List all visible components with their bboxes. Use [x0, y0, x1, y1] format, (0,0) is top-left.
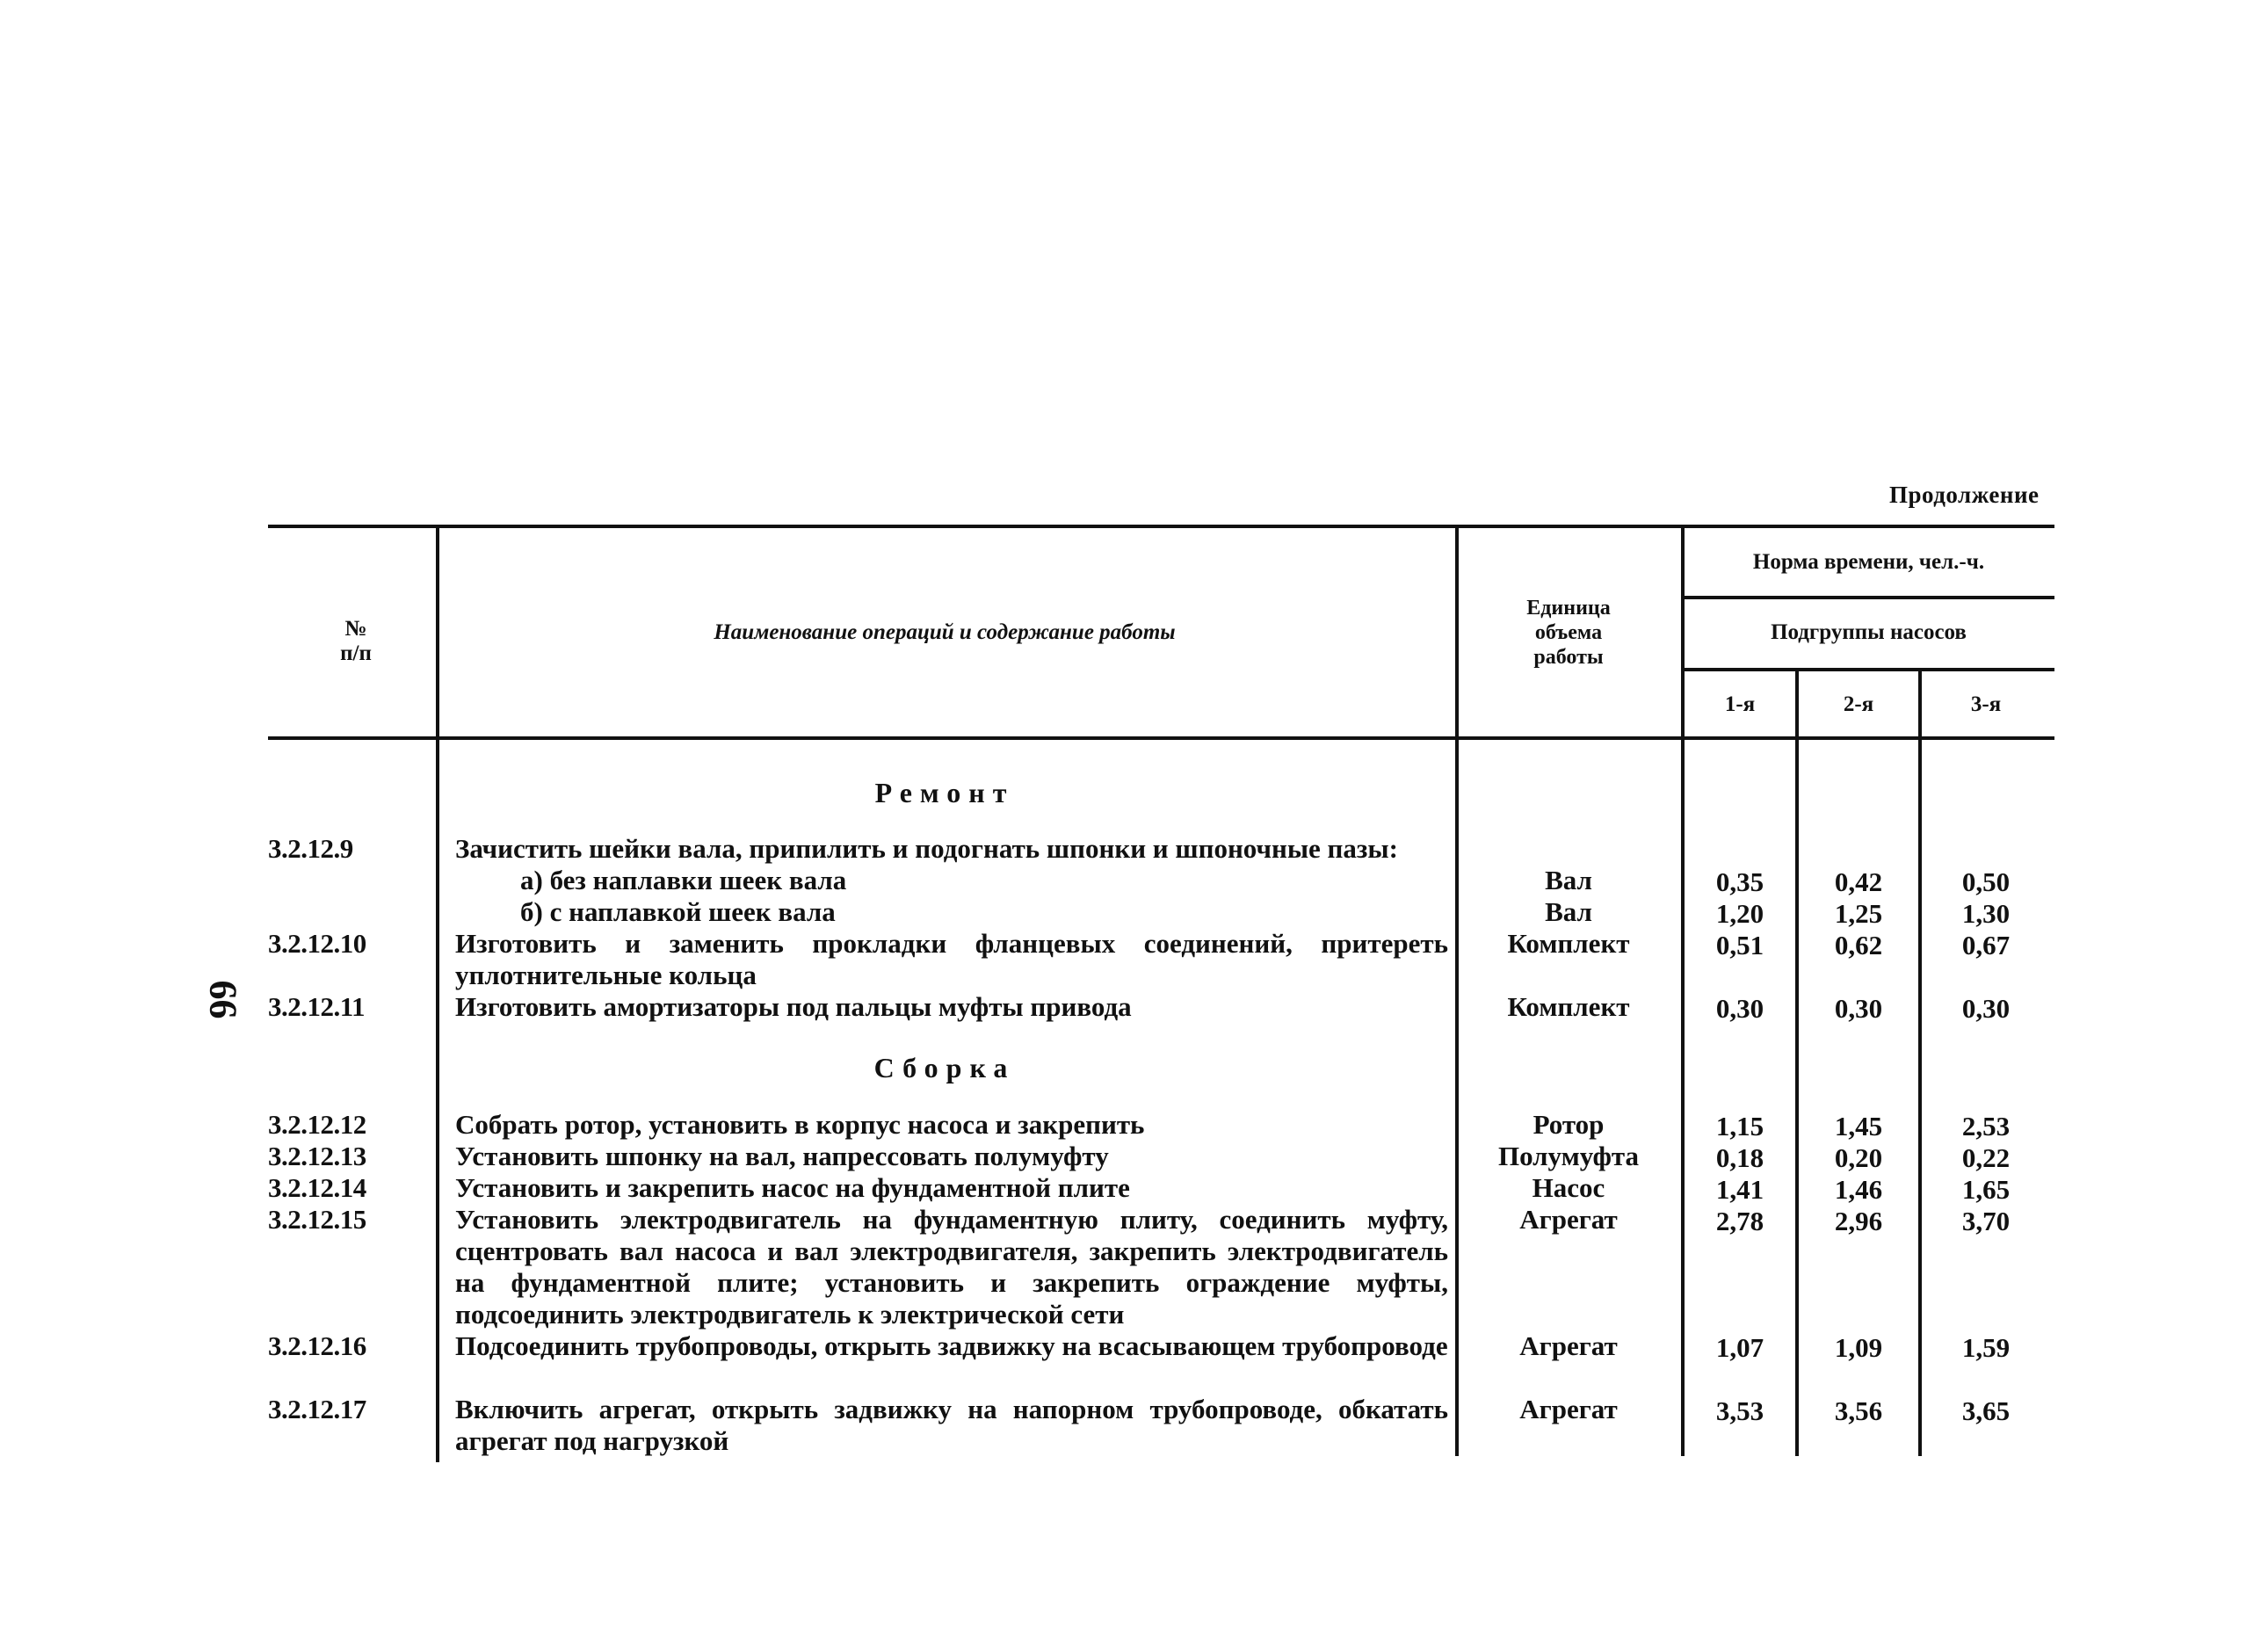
row-description: Установить электродвигатель на фундаментную плиту, соединить муфту, сцентровать вал насоса и вал электродвигателя, закрепить электродвигатель на фундаментной плите; установить и закрепить ограждение муфты, подсоединить электродвигатель к электрической сети — [455, 1204, 1448, 1330]
row-value-g1: 1,20 — [1715, 898, 1764, 929]
row-value-g3: 1,30 — [1961, 898, 2011, 929]
header-group-1: 1-я — [1724, 692, 1756, 716]
row-value-g2: 1,09 — [1834, 1332, 1883, 1363]
header-bottom-rule — [268, 736, 2054, 740]
row-description: Зачистить шейки вала, припилить и подогнать шпонки и шпоночные пазы: — [455, 833, 1398, 864]
column-divider-norm — [1681, 525, 1685, 1456]
header-pump-subgroups: Подгруппы насосов — [1771, 620, 1967, 644]
header-group-3: 3-я — [1970, 692, 2002, 716]
row-value-g2: 0,20 — [1834, 1142, 1883, 1173]
row-value-g3: 3,70 — [1961, 1206, 2011, 1236]
row-value-g2: 3,56 — [1834, 1395, 1883, 1426]
row-value-g3: 1,59 — [1961, 1332, 2011, 1363]
row-value-g3: 3,65 — [1961, 1395, 2011, 1426]
row-description: Изготовить амортизаторы под пальцы муфты привода — [455, 991, 1132, 1022]
row-description: Изготовить и заменить прокладки фланцевых соединений, притереть уплотнительные кольца — [455, 928, 1448, 990]
row-number: 3.2.12.14 — [268, 1172, 366, 1203]
header-number: № п/п — [340, 617, 372, 665]
row-value-g2: 0,62 — [1834, 930, 1883, 960]
row-unit: Агрегат — [1519, 1204, 1618, 1235]
row-unit: Насос — [1532, 1172, 1605, 1203]
row-number: 3.2.12.11 — [268, 991, 366, 1022]
row-value-g3: 2,53 — [1961, 1111, 2011, 1141]
row-value-g1: 0,30 — [1715, 993, 1764, 1024]
row-description: Включить агрегат, открыть задвижку на напорном трубопроводе, обкатать агрегат под нагрузкой — [455, 1394, 1448, 1456]
row-value-g2: 0,30 — [1834, 993, 1883, 1024]
row-value-g3: 0,50 — [1961, 866, 2011, 897]
column-divider-name — [436, 525, 439, 1462]
row-sub-description: а) без наплавки шеек вала — [520, 865, 847, 895]
row-unit: Вал — [1545, 896, 1592, 927]
row-value-g2: 1,25 — [1834, 898, 1883, 929]
continuation-label: Продолжение — [1889, 482, 2040, 508]
row-value-g2: 1,45 — [1834, 1111, 1883, 1141]
row-value-g1: 0,35 — [1715, 866, 1764, 897]
row-unit: Агрегат — [1519, 1394, 1618, 1424]
row-number: 3.2.12.16 — [268, 1330, 366, 1361]
row-value-g2: 2,96 — [1834, 1206, 1883, 1236]
row-value-g1: 1,41 — [1715, 1174, 1764, 1205]
row-value-g3: 0,22 — [1961, 1142, 2011, 1173]
row-unit: Полумуфта — [1497, 1141, 1640, 1171]
row-description: Установить шпонку на вал, напрессовать полумуфту — [455, 1141, 1109, 1171]
row-description: Подсоединить трубопроводы, открыть задвижку на всасывающем трубопроводе — [455, 1330, 1448, 1361]
page-number: 66 — [201, 980, 245, 1019]
row-value-g3: 0,30 — [1961, 993, 2011, 1024]
row-number: 3.2.12.15 — [268, 1204, 366, 1235]
section-assembly: Сборка — [873, 1052, 1016, 1083]
subgroup-header-rule — [1683, 668, 2054, 671]
row-number: 3.2.12.10 — [268, 928, 366, 959]
row-number: 3.2.12.17 — [268, 1394, 366, 1424]
row-value-g1: 1,07 — [1715, 1332, 1764, 1363]
row-description: Собрать ротор, установить в корпус насоса и закрепить — [455, 1109, 1145, 1140]
row-description: Установить и закрепить насос на фундаментной плите — [455, 1172, 1130, 1203]
row-value-g2: 1,46 — [1834, 1174, 1883, 1205]
row-number: 3.2.12.9 — [268, 833, 353, 864]
row-unit: Вал — [1545, 865, 1592, 895]
row-value-g1: 3,53 — [1715, 1395, 1764, 1426]
header-operation-name: Наименование операций и содержание работы — [714, 620, 1176, 644]
row-sub-description: б) с наплавкой шеек вала — [520, 896, 836, 927]
table-top-rule — [268, 525, 2054, 528]
header-time-norm: Норма времени, чел.-ч. — [1752, 550, 1985, 574]
row-value-g1: 0,51 — [1715, 930, 1764, 960]
row-value-g3: 1,65 — [1961, 1174, 2011, 1205]
header-unit: Единица объема работы — [1526, 597, 1611, 669]
norm-header-rule — [1683, 596, 2054, 599]
row-unit: Комплект — [1507, 928, 1630, 959]
row-unit: Агрегат — [1519, 1330, 1618, 1361]
row-unit: Ротор — [1533, 1109, 1605, 1140]
row-value-g2: 0,42 — [1834, 866, 1883, 897]
row-number: 3.2.12.13 — [268, 1141, 366, 1171]
row-value-g3: 0,67 — [1961, 930, 2011, 960]
row-unit: Комплект — [1507, 991, 1630, 1022]
row-number: 3.2.12.12 — [268, 1109, 366, 1140]
row-value-g1: 2,78 — [1715, 1206, 1764, 1236]
row-value-g1: 1,15 — [1715, 1111, 1764, 1141]
section-repair: Ремонт — [874, 777, 1015, 808]
row-value-g1: 0,18 — [1715, 1142, 1764, 1173]
header-group-2: 2-я — [1843, 692, 1874, 716]
